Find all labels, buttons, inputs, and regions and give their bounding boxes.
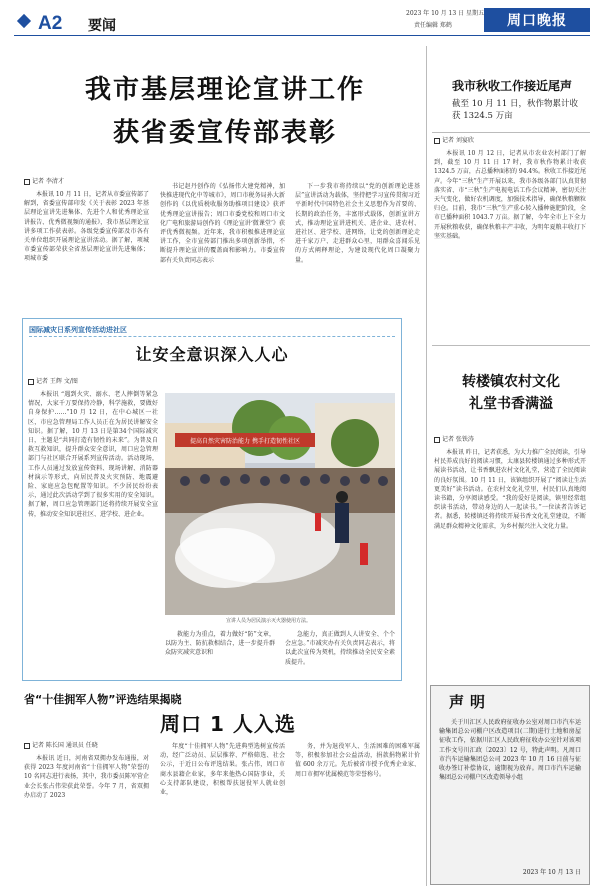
safety-column-2: 救能力为重点，着力做好“防”文章，以防为主、防抗救相结合，进一步提升群众防灾减灾意识和 [165,631,275,657]
notice-body: 关于川汇区人民政府征收办公室对周口市汽车运输集团总公司棚户区改造项目(二期)进行土地和房屋征收工作，依据川汇区人民政府征收办公室针对该项工作文号川汇政〔2023〕12 号，特此声明。凡周口市汽车运输集团总公司 2023 年 10 月 16 日前与征收办签订补偿协议，逾期视为放弃。周口市汽车运输集团总公司棚户区改造领导小组 [439,719,581,782]
byline-text: 记者 张铁涛 [442,436,474,443]
main-headline-line1: 我市基层理论宣讲工作 [84,75,365,105]
main-headline-line2: 获省委宣传部表彰 [112,118,337,148]
safety-kicker-bar [29,325,395,337]
award-column-2: 年度“十佳拥军人物”先进典型选树宣传活动，经广泛动员、层层推荐、严格筛选、社会公示，于近日公布评选结果。张占伟，周口市商水县籍企业家，多年来他热心国防事业，关心支持部队建设，积极帮扶退役军人就业创业， [160,743,285,797]
safety-byline [28,378,78,387]
notice-date: 2023 年 10 月 13 日 [522,869,581,877]
award-byline [24,742,98,751]
byline-box-icon [28,379,34,385]
library-body: 本报讯 昨日，记者获悉，为大力推广全民阅读，引导村民养成良好的阅读习惯，太康县转楼镇通过多种形式开展读书活动，让书香飘进农村文化礼堂，营造了全民阅读的良好氛围。10 月 11 日，该镇组织开展了“阅读让生活更美好”读书活动。在农村文化礼堂里，村民们认真地阅读书籍，分享阅读感受。“我的爱好是阅读，镇里经常组织读书活动，带动身边的人一起读书。”一位读者告诉记者。据悉，转楼镇还将持续开展书香文化礼堂建设，不断满足群众精神文化需求，为乡村振兴注入文化力量。 [434,449,586,530]
fire-drill-photo [165,393,395,615]
byline-box-icon [434,138,440,144]
byline-text: 记者 王辉 文/图 [36,378,78,385]
award-kicker: 省“十佳拥军人物”评选结果揭晓 [24,693,182,706]
harvest-body: 本报讯 10 月 12 日，记者从市农业农村部门了解到，截至 10 月 11 日 17 时，我市秋作物累计收获 1324.5 万亩，占总播种面积的 94.4%。秋收工作接近尾声。今年“三秋”生产开展以来，我市各级各部门认真贯彻落实省、市“三秋”生产电视电话工作会议精神，密切关注天气变化，做好农机调度，加强技术指导，确保秋粮颗粒归仓。目前，我市“三秋”生产重心转入播种施肥阶段，全市已播种面积 1043.7 万亩。据了解，今年全市上下全力开展秋粮收获，确保秋粮丰产丰收，为明年夏粮丰收打下坚实基础。 [434,150,586,240]
section-name: 要闻 [88,17,116,33]
library-headline-line2: 礼堂书香满溢 [469,396,553,412]
library-byline [434,436,474,445]
photo-illustration [165,393,395,615]
harvest-byline [434,137,474,146]
safety-kicker: 国际减灾日系列宣传活动进社区 [29,325,127,334]
library-headline-line1: 转楼镇农村文化 [462,374,560,390]
divider [432,132,590,133]
divider [432,345,590,346]
award-headline: 周口 1 人入选 [160,712,296,736]
page-number: A2 [38,13,63,34]
byline-box-icon [24,743,30,749]
photo-banner-text: 提高自然灾害防治能力 携手打造韧性社区 [190,438,300,445]
byline-text: 记者 李清才 [32,178,64,185]
award-column-3: 务，并为退役军人、生活困难的困难军属等，积极参加社会公益活动，捐款捐物累计价值 600 余万元。先后被省市授予优秀企业家、周口市拥军优属模范等荣誉称号。 [295,743,420,778]
main-column-2: 书记赵丹创作的《弘扬伟大建党精神，加快推进现代化中等城市》，周口市税务局孙大新创作的《以优质税收服务助推项目建设》获评优秀理论宣讲报告；周口市委党校和周口市文化广电和旅游局创作的《理论宣讲‘微课堂’》获评优秀微视频。近年来，我市积极推进理论宣讲工作，全市宣传部门推出多项创新举措，不断提升理论宣讲的覆盖面和影响力。市委宣传部有关负责同志表示 [160,183,285,264]
byline-text: 记者 陈长国 通讯员 任晓 [32,742,98,749]
byline-box-icon [24,179,30,185]
harvest-subhead: 截至 10 月 11 日，秋作物累计收获 1324.5 万亩 [452,99,578,121]
newspaper-logo: 周口晚报 [484,8,590,32]
issue-date: 2023 年 10 月 13 日 星期五 [406,10,484,17]
safety-column-3: 急能力，真正做到人人讲安全、个个会应急。”市减灾办有关负责同志表示，将以此次宣传为契机，持续推动全民安全素质提升。 [285,631,395,666]
award-column-1: 本报讯 近日，河南省双拥办发布通报，对获得 2023 年度河南省“十佳拥军人物”荣誉的 10 名同志进行表扬，其中，我市委员陈军营企业会长张占伟荣获此荣誉。今年 7 月，省双拥办启动了 2023 [24,755,149,799]
main-column-1: 本报讯 10 月 11 日，记者从市委宣传部了解到，省委宣传部印发《关于表彰 2023 年基层理论宣讲先进集体、先进个人和优秀理论宣讲报告、优秀微视频的通报》，我市基层理论宣讲多项工作获表彰。各级党委宣传部及市各有关单位组织开展理论宣讲活动。据了解，项城市委宣传部荣获全省基层理论宣讲先进集体；项城市委 [24,191,149,263]
diamond-icon [17,14,31,28]
safety-column-1: 本报讯 “遇到火灾、溺水、老人摔倒等紧急情况，大家千万要保持冷静，科学施救，要做好自身保护……”10 月 12 日，在中心城区一社区，市应急管理局工作人员正在为居民讲解安全知识。据了解，10 月 13 日是第34个国际减灾日，主题是“共同打造有韧性的未来”。为普及自救互救知识，提升群众安全意识，周口应急管理部门与社区联合开展系列宣传活动。活动现场，工作人员通过发放宣传资料、现场讲解、消防器材演示等形式，向居民普及火灾预防、地震避险、家庭应急包配置等知识。不少居民纷纷表示，通过此次活动学到了很多实用的安全知识。据了解，周口应急管理部门还将持续开展安全宣传，推动安全知识进社区、进学校、进企业。 [28,391,158,518]
notice-box [430,685,590,885]
main-byline [24,178,64,187]
main-column-3: 下一步我市将持续以“党的创新理论进基层”宣讲活动为载体，坚持把学习宣传贯彻习近平新时代中国特色社会主义思想作为首要的、长期的政治任务，丰富形式载体，创新宣讲方式，推动理论宣讲进机关、进企业、进农村、进社区、进学校、进网络，让党的创新理论走进千家万户、走进群众心里，用群众喜闻乐见的方式阐释理论，为建设现代化周口凝聚力量。 [295,183,420,264]
byline-box-icon [434,437,440,443]
photo-caption: 宣讲人员为居民演示灭火器使用方法。 [226,618,312,624]
responsible-editor: 责任编辑 郑鹤 [414,22,452,29]
page-header [14,8,590,36]
column-divider [426,46,427,886]
notice-title: 声明 [449,693,492,711]
safety-headline: 让安全意识深入人心 [135,345,289,364]
byline-text: 记者 刘宴欣 [442,137,474,144]
harvest-headline: 我市秋收工作接近尾声 [452,79,573,93]
